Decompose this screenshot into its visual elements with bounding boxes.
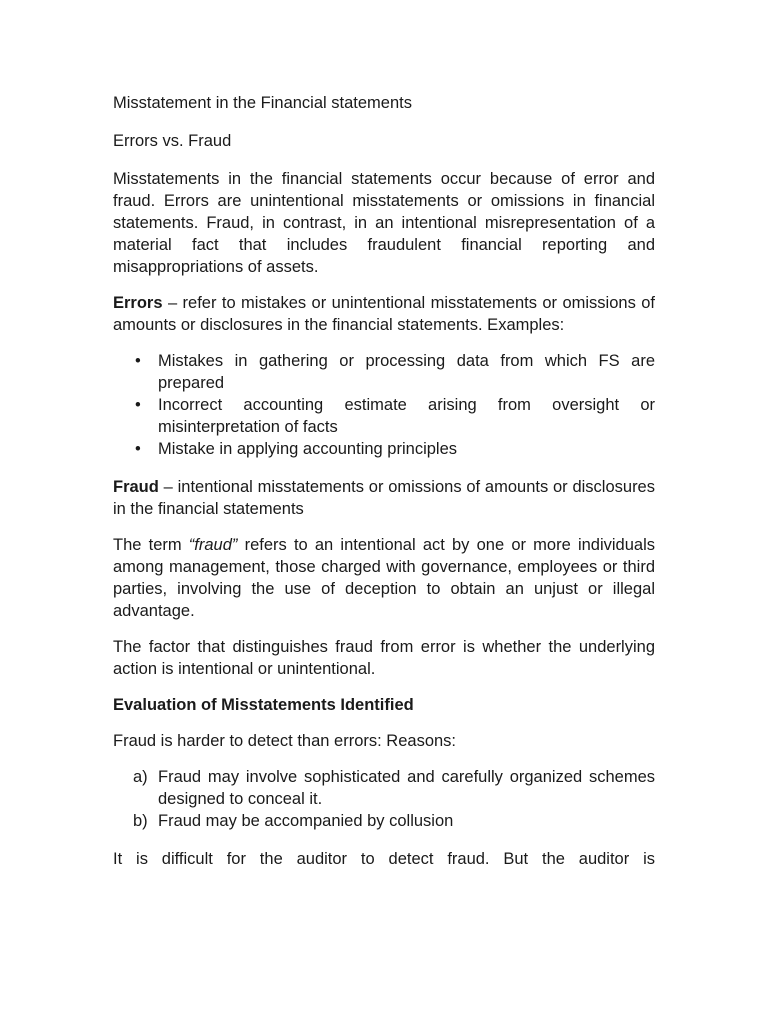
document-page: [113, 92, 655, 884]
intro-paragraph: Misstatements in the financial statements occur because of error and fraud. Errors are unintentional misstatements or omissions in financial statements. Fraud, in contrast, in an intentional misrepresentation of a material fact that includes fraudulent financial reporting and misappropriations of assets.: [113, 170, 655, 276]
fraud-term: Fraud: [113, 478, 159, 496]
bullet-icon: •: [135, 396, 141, 414]
distinguish-paragraph: The factor that distinguishes fraud from error is whether the underlying action is intentional or unintentional.: [113, 638, 655, 678]
list-item: [113, 766, 655, 810]
list-marker: b): [133, 812, 148, 830]
list-item: [113, 394, 655, 438]
reasons-list: [113, 766, 655, 832]
document-subtitle: Errors vs. Fraud: [113, 132, 232, 150]
list-item-text: Mistake in applying accounting principles: [158, 440, 457, 458]
fraud-definition: [113, 476, 655, 520]
errors-definition: [113, 292, 655, 336]
errors-definition-text: – refer to mistakes or unintentional misstatements or omissions of amounts or disclosures in the financial statements. Examples:: [113, 294, 655, 334]
evaluation-heading: Evaluation of Misstatements Identified: [113, 696, 414, 714]
errors-term: Errors: [113, 294, 163, 312]
list-item-text: Fraud may be accompanied by collusion: [158, 812, 454, 830]
list-item-text: Incorrect accounting estimate arising from oversight or misinterpretation of facts: [158, 396, 655, 436]
fraud-definition-text: – intentional misstatements or omissions of amounts or disclosures in the financial statements: [113, 478, 655, 518]
fraud-term-paragraph: [113, 534, 655, 622]
list-item: [113, 438, 655, 460]
list-item-text: Fraud may involve sophisticated and carefully organized schemes designed to conceal it.: [158, 768, 655, 808]
fraud-term-after: refers to an intentional act by one or more individuals among management, those charged with governance, employees or third parties, involving the use of deception to obtain an unjust or illegal advantage.: [113, 536, 655, 620]
errors-examples-list: [113, 350, 655, 460]
list-item: [113, 810, 655, 832]
closing-paragraph: It is difficult for the auditor to detect fraud. But the auditor is: [113, 850, 655, 868]
fraud-quoted-term: “fraud”: [188, 536, 238, 554]
harder-paragraph: Fraud is harder to detect than errors: Reasons:: [113, 732, 457, 750]
list-item: [113, 350, 655, 394]
bullet-icon: •: [135, 352, 141, 370]
document-title: Misstatement in the Financial statements: [113, 94, 412, 112]
fraud-term-before: The term: [113, 536, 189, 554]
list-item-text: Mistakes in gathering or processing data from which FS are prepared: [158, 352, 655, 392]
list-marker: a): [133, 768, 148, 786]
bullet-icon: •: [135, 440, 141, 458]
